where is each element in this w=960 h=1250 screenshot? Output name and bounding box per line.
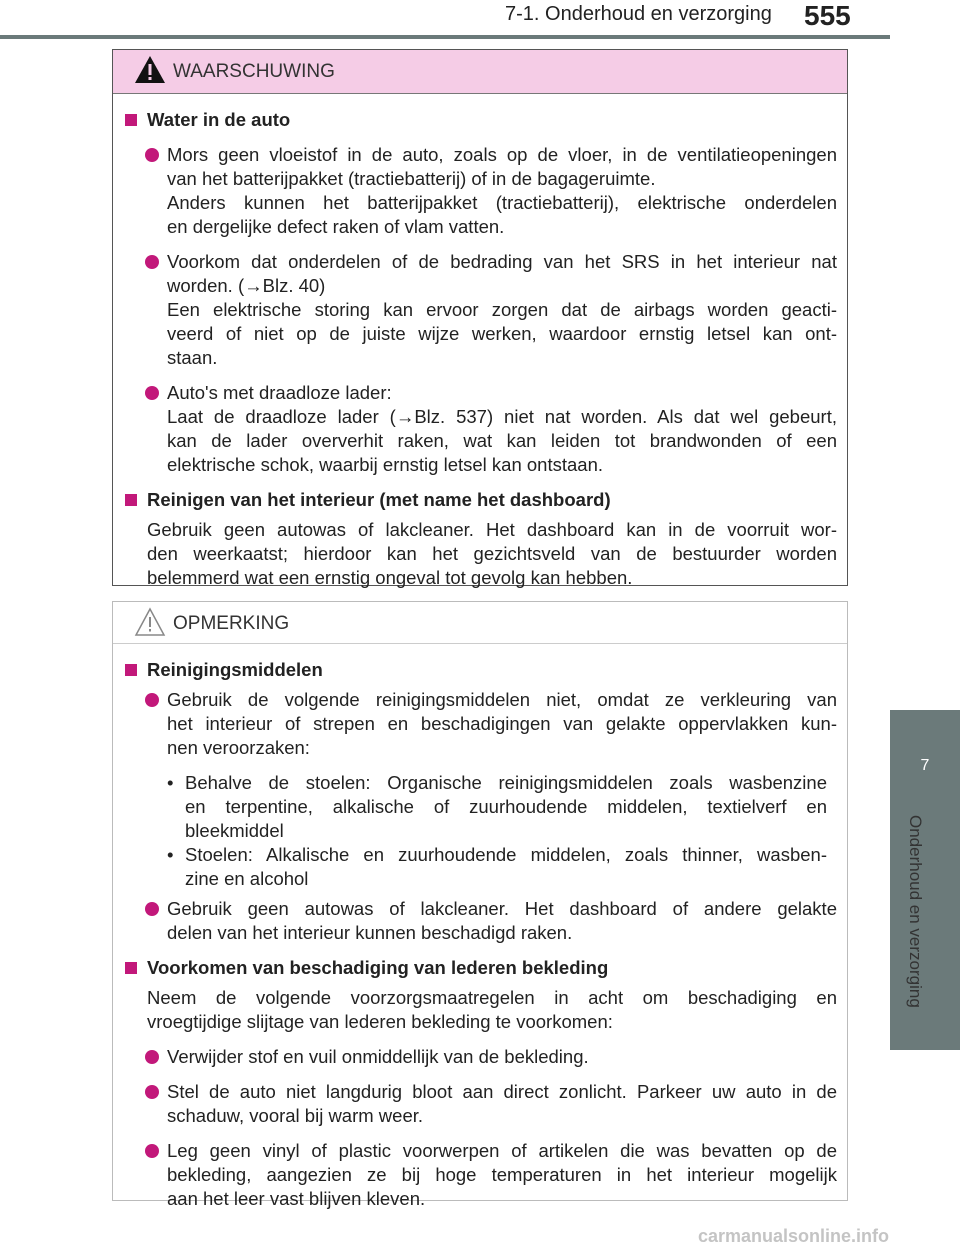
warning-triangle-icon bbox=[133, 54, 167, 86]
list-item: Gebruik geen autowas of lakcleaner. Het dashboard of andere gelakte delen van het interieur kunnen beschadigd raken. bbox=[123, 897, 837, 945]
list-item: Auto's met draadloze lader: Laat de draadloze lader (→Blz. 537) niet nat worden. Als dat wel gebeurt, kan de lader oververhit raken, wat kan leiden tot brandwonden of een elektrische schok, waarbij ernstig letsel kan ontstaan. bbox=[123, 381, 837, 477]
round-bullet-icon bbox=[145, 693, 159, 707]
round-bullet-icon bbox=[145, 1144, 159, 1158]
chapter-label bbox=[903, 815, 947, 1015]
warning-box bbox=[112, 49, 848, 586]
section-heading: Water in de auto bbox=[123, 108, 837, 132]
list-item: Verwijder stof en vuil onmiddellijk van de bekleding. bbox=[123, 1045, 837, 1069]
page-number: 555 bbox=[804, 0, 851, 31]
square-bullet-icon bbox=[125, 962, 137, 974]
sub-bullet-icon: • bbox=[167, 772, 174, 793]
notice-header bbox=[113, 602, 847, 644]
square-bullet-icon bbox=[125, 664, 137, 676]
sub-list-item: • Stoelen: Alkalische en zuurhoudende middelen, zoals thinner, wasben- zine en alcohol bbox=[167, 844, 827, 889]
list-item: Voorkom dat onderdelen of de bedrading van het SRS in het interieur nat worden. (→Blz. 40) Een elektrische storing kan ervoor zorgen dat de airbags worden geacti- veerd of niet op de juiste wijze werken, waardoor ernstig letsel kan ont- staan. bbox=[123, 250, 837, 370]
notice-box bbox=[112, 601, 848, 1209]
notice-label: OPMERKING bbox=[173, 613, 290, 634]
square-bullet-icon bbox=[125, 494, 137, 506]
header-rule bbox=[0, 35, 890, 39]
section-heading: Voorkomen van beschadiging van lederen bekleding bbox=[123, 956, 837, 980]
sub-list-item: • Behalve de stoelen: Organische reinigingsmiddelen zoals wasbenzine en terpentine, alkalische of zuurhoudende middelen, textielverf en bleekmiddel bbox=[167, 772, 827, 841]
header-title: 7-1. Onderhoud en verzorging bbox=[505, 3, 772, 25]
chapter-label-text: Onderhoud en verzorging bbox=[906, 815, 925, 1008]
round-bullet-icon bbox=[145, 1050, 159, 1064]
list-item: Stel de auto niet langdurig bloot aan direct zonlicht. Parkeer uw auto in de schaduw, vooral bij warm weer. bbox=[123, 1080, 837, 1128]
watermark: carmanualsonline.info bbox=[698, 1226, 890, 1246]
warning-label: WAARSCHUWING bbox=[173, 61, 335, 82]
round-bullet-icon bbox=[145, 148, 159, 162]
square-bullet-icon bbox=[125, 114, 137, 126]
caution-triangle-icon bbox=[133, 606, 167, 638]
section-heading: Reinigingsmiddelen bbox=[123, 658, 837, 682]
list-item: Leg geen vinyl of plastic voorwerpen of artikelen die was bevatten op de bekleding, aangezien ze bij hoge temperaturen in het interieur mogelijk aan het leer vast blijven kleven. bbox=[123, 1139, 837, 1211]
notice-body bbox=[113, 644, 847, 1211]
section-heading: Reinigen van het interieur (met name het dashboard) bbox=[123, 488, 837, 512]
chapter-number: 7 bbox=[920, 757, 930, 774]
round-bullet-icon bbox=[145, 386, 159, 400]
paragraph: Neem de volgende voorzorgsmaatregelen in acht om beschadiging en vroegtijdige slijtage van lederen bekleding te voorkomen: bbox=[147, 987, 837, 1032]
round-bullet-icon bbox=[145, 902, 159, 916]
warning-header bbox=[113, 50, 847, 94]
warning-body bbox=[113, 94, 847, 590]
round-bullet-icon bbox=[145, 255, 159, 269]
list-item: Gebruik de volgende reinigingsmiddelen niet, omdat ze verkleuring van het interieur of strepen en beschadigingen van gelakte oppervlakken kun- nen veroorzaken: bbox=[123, 688, 837, 760]
list-item: Mors geen vloeistof in de auto, zoals op de vloer, in de ventilatieopeningen van het batterijpakket (tractiebatterij) of in de bagageruimte. Anders kunnen het batterijpakket (tractiebatterij), elektrische onderdelen en dergelijke defect raken of vlam vatten. bbox=[123, 143, 837, 239]
round-bullet-icon bbox=[145, 1085, 159, 1099]
paragraph: Gebruik geen autowas of lakcleaner. Het dashboard kan in de voorruit wor- den weerkaatst; hierdoor kan het gezichtsveld van de bestuurder worden belemmerd wat een ernstig ongeval tot gevolg kan hebben. bbox=[147, 519, 837, 588]
sub-bullet-icon: • bbox=[167, 844, 174, 865]
